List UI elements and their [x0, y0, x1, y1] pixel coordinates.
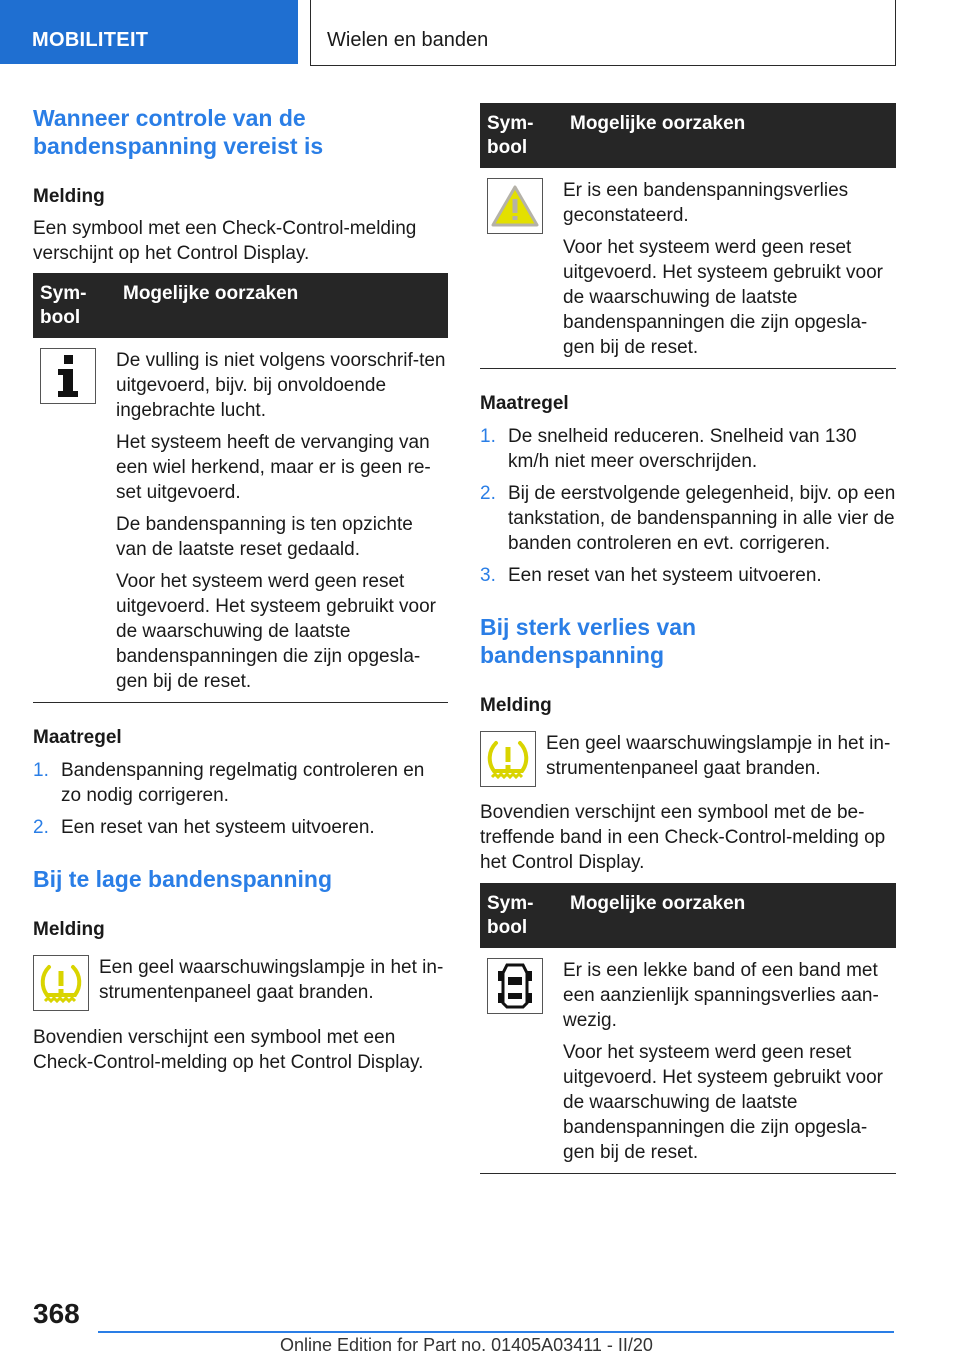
symbol-table-3 [480, 883, 896, 1174]
warning-lamp-row [33, 955, 448, 1011]
cause-text: De vulling is niet volgens voorschrif-ten uitgevoerd, bijv. bij onvoldoende ingebrachte lucht. [116, 350, 446, 421]
melding-label: Melding [33, 919, 105, 940]
symbol-table-2 [480, 103, 896, 369]
tire-pressure-warning-icon [480, 731, 536, 787]
table-row [480, 168, 896, 369]
heading-controle: Wanneer controle van de bandenspanning vereist is [33, 105, 324, 159]
heading-sterk-verlies: Bij sterk verlies van bandenspanning [480, 614, 697, 668]
after-text: Bovendien verschijnt een symbool met een Check-Control-melding op het Control Display. [33, 1027, 424, 1073]
cause-text: Het systeem heeft de vervanging van een wiel herkend, maar er is geen re-set uitgevoerd. [116, 432, 431, 503]
warning-lamp-text: Een geel waarschuwingslampje in het in-strumentenpaneel gaat branden. [99, 957, 444, 1003]
cause-text: De bandenspanning is ten opzichte van de laatste reset gedaald. [116, 514, 413, 560]
info-icon [40, 348, 96, 404]
col-symbol-header: Sym- bool [480, 103, 563, 168]
after-text: Bovendien verschijnt een symbool met de be-treffende band in een Check-Control-melding op het Control Display. [480, 802, 886, 873]
list-item: 2. Een reset van het systeem uitvoeren. [33, 817, 375, 838]
list-item: 1. De snelheid reduceren. Snelheid van 130 km/h niet meer overschrijden. [480, 426, 857, 472]
melding-text: Een symbool met een Check-Control-melding verschijnt op het Control Display. [33, 218, 417, 264]
footer-edition: Online Edition for Part no. 01405A03411 - II/20 [280, 1335, 653, 1355]
tire-pressure-warning-icon [33, 955, 89, 1011]
melding-label: Melding [33, 186, 105, 207]
steps-list-2 [480, 424, 896, 595]
heading-lage-bandenspanning: Bij te lage bandenspanning [33, 866, 333, 892]
col-causes-header: Mogelijke oorzaken [563, 103, 896, 168]
col-causes-header: Mogelijke oorzaken [116, 273, 448, 338]
section-tab: MOBILITEIT [0, 0, 298, 64]
cause-text: Er is een bandenspanningsverlies geconstateerd. [563, 180, 849, 226]
cause-text: Voor het systeem werd geen reset uitgevoerd. Het systeem gebruikt voor de waarschuwing de laatste bandenspanningen die zijn opgesla-gen bij de reset. [563, 1042, 883, 1163]
cause-text: Er is een lekke band of een band met een aanzienlijk spanningsverlies aan-wezig. [563, 960, 879, 1031]
steps-list-1 [33, 758, 448, 847]
maatregel-label: Maatregel [33, 727, 122, 748]
col-symbol-header: Sym- bool [33, 273, 116, 338]
warning-lamp-row [480, 731, 896, 787]
car-tire-icon [487, 958, 543, 1014]
chapter-title: Wielen en banden [310, 0, 896, 66]
col-symbol-header: Sym- bool [480, 883, 563, 948]
list-item: 1. Bandenspanning regelmatig controleren en zo nodig corrigeren. [33, 760, 425, 806]
table-row [480, 948, 896, 1174]
warning-triangle-icon [487, 178, 543, 234]
list-item: 2. Bij de eerstvolgende gelegenheid, bijv. op een tankstation, de bandenspanning in alle vier de banden controleren en evt. corrigeren. [480, 483, 896, 554]
col-causes-header: Mogelijke oorzaken [563, 883, 896, 948]
page-number: 368 [33, 1298, 80, 1329]
melding-label: Melding [480, 695, 552, 716]
maatregel-label: Maatregel [480, 393, 569, 414]
symbol-table-1 [33, 273, 448, 703]
list-item: 3. Een reset van het systeem uitvoeren. [480, 565, 822, 586]
cause-text: Voor het systeem werd geen reset uitgevoerd. Het systeem gebruikt voor de waarschuwing de laatste bandenspanningen die zijn opgesla-gen bij de reset. [563, 237, 883, 358]
table-row [33, 338, 448, 703]
cause-text: Voor het systeem werd geen reset uitgevoerd. Het systeem gebruikt voor de waarschuwing de laatste bandenspanningen die zijn opgesla-gen bij de reset. [116, 571, 436, 692]
warning-lamp-text: Een geel waarschuwingslampje in het in-strumentenpaneel gaat branden. [546, 733, 891, 779]
